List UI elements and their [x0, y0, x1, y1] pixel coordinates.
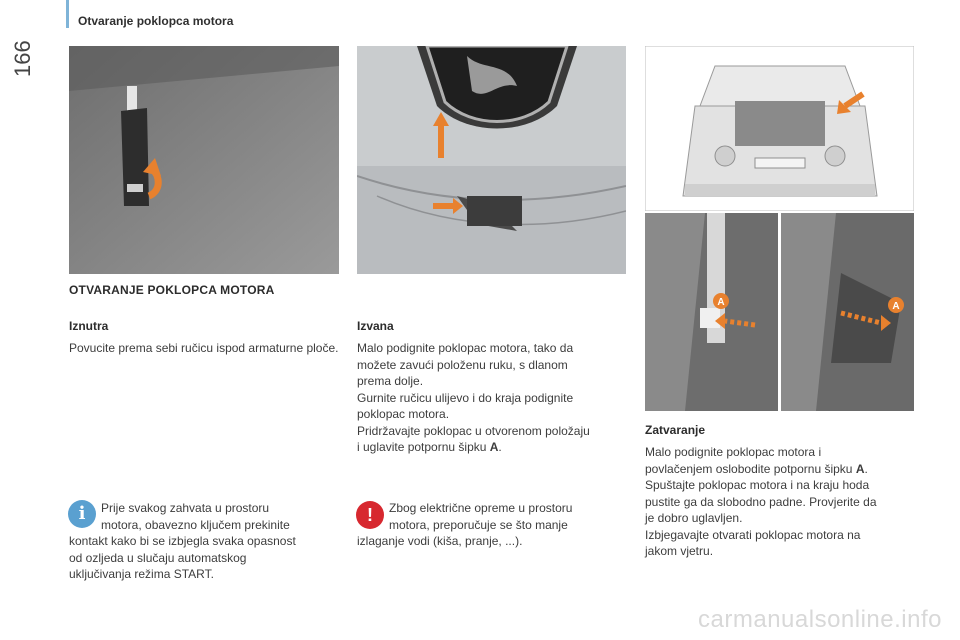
info-note-line: Prije svakog zahvata u prostoru: [101, 501, 270, 515]
outside-line: Malo podignite poklopac motora, tako da: [357, 341, 574, 355]
outside-line: poklopac motora.: [357, 407, 450, 421]
page-number: 166: [10, 40, 35, 77]
header-accent-line: [66, 0, 69, 28]
closing-line: jakom vjetru.: [645, 544, 714, 558]
info-note-line: motora, obavezno ključem prekinite: [101, 517, 290, 532]
photo-support-rod-left: [645, 213, 778, 411]
warning-icon: !: [356, 501, 384, 529]
rod-label: A: [489, 440, 499, 454]
watermark: carmanualsonline.info: [698, 606, 942, 633]
closing-line: pustite ga da slobodno padne. Provjerite da: [645, 494, 877, 509]
info-note-line: od ozljeda u slučaju automatskog: [69, 550, 247, 565]
page-header-title: Otvaranje poklopca motora: [78, 14, 234, 28]
photo-support-rod-right: [781, 213, 914, 411]
info-note-line: uključivanja režima START.: [69, 567, 214, 581]
photo-van-front: [645, 46, 914, 211]
photo-interior-lever: [69, 46, 339, 274]
warning-note: [357, 500, 637, 550]
warning-note-line: izlaganje vodi (kiša, pranje, ...).: [357, 534, 523, 548]
warning-note-line: motora, preporučuje se što manje: [389, 517, 568, 532]
closing-line: je dobro uglavljen.: [645, 511, 743, 525]
photo-exterior-latch: [357, 46, 626, 274]
inside-heading: Iznutra: [69, 319, 109, 333]
inside-text: Povucite prema sebi ručicu ispod armaturne ploče.: [69, 341, 339, 355]
closing-line: Spuštajte poklopac motora i na kraju hoda: [645, 478, 870, 492]
outside-text: [357, 340, 632, 456]
callout-a-right: A: [892, 301, 900, 312]
outside-line: prema dolje.: [357, 374, 424, 388]
closing-line: Malo podignite poklopac motora i: [645, 445, 822, 459]
closing-text: [645, 444, 920, 560]
closing-line: Izbjegavajte otvarati poklopac motora na: [645, 527, 861, 542]
section-title: OTVARANJE POKLOPCA MOTORA: [69, 283, 275, 297]
info-note-line: kontakt kako bi se izbjegla svaka opasnost: [69, 534, 296, 548]
outside-line-last: i uglavite potpornu šipku A.: [357, 440, 502, 454]
closing-line: povlačenjem oslobodite potpornu šipku A.: [645, 461, 868, 476]
callout-a-left: A: [717, 297, 725, 308]
outside-line: možete zavući položenu ruku, s dlanom: [357, 357, 568, 372]
info-icon: i: [68, 500, 96, 528]
info-note: [69, 500, 349, 583]
warning-note-line: Zbog električne opreme u prostoru: [389, 501, 573, 515]
outside-line: Pridržavajte poklopac u otvorenom položaju: [357, 423, 590, 438]
closing-heading: Zatvaranje: [645, 423, 706, 437]
rod-label: A: [855, 461, 865, 476]
outside-heading: Izvana: [357, 319, 394, 333]
outside-line: Gurnite ručicu ulijevo i do kraja podignite: [357, 390, 574, 405]
